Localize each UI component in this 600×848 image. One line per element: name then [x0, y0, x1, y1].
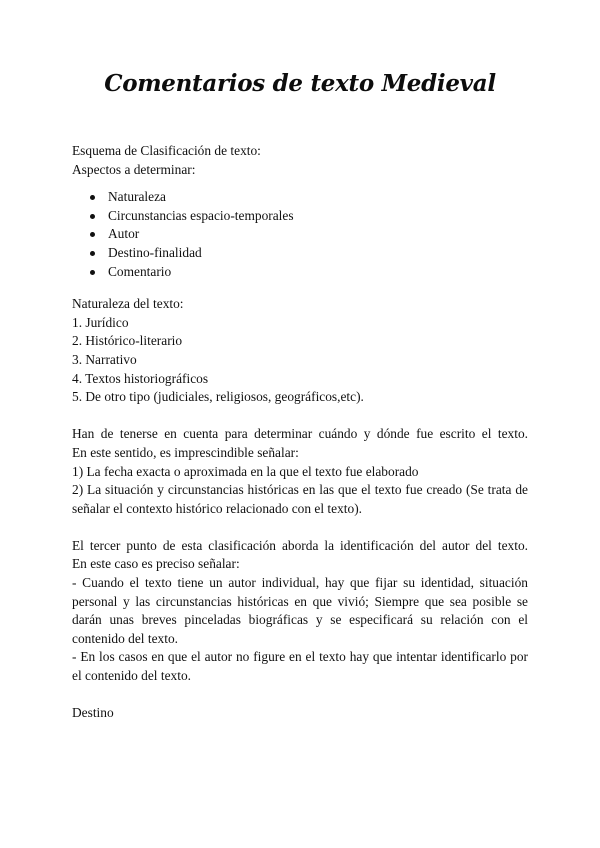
intro-line-1: Esquema de Clasificación de texto: [72, 143, 261, 158]
circunstancias-point-2: 2) La situación y circunstancias históricas en las que el texto fue creado (Se trata de señalar el contexto histórico relacionado con el texto). [72, 482, 528, 516]
circunstancias-lead-2: En este sentido, es imprescindible señalar: [72, 444, 299, 460]
destino-heading: Destino [72, 705, 114, 721]
list-item: Circunstancias espacio-temporales [72, 207, 528, 226]
list-item: Autor [72, 225, 528, 244]
circunstancias-point-1: 1) La fecha exacta o aproximada en la que el texto fue elaborado [72, 463, 419, 479]
list-item: Comentario [72, 263, 528, 282]
circunstancias-lead-1: Han de tenerse en cuenta para determinar cuándo y dónde fue escrito el texto. [72, 426, 528, 442]
naturaleza-heading: Naturaleza del texto: [72, 296, 184, 312]
autor-lead-1: El tercer punto de esta clasificación aborda la identificación del autor del texto. [72, 537, 528, 553]
list-item: 3. Narrativo [72, 351, 137, 367]
list-item: Naturaleza [72, 188, 528, 207]
list-item: 5. De otro tipo (judiciales, religiosos, geográficos,etc). [72, 389, 364, 405]
list-item: 4. Textos historiográficos [72, 370, 209, 386]
document-body [72, 142, 528, 723]
aspects-list [72, 188, 528, 281]
autor-lead-2: En este caso es preciso señalar: [72, 556, 240, 572]
list-item: Destino-finalidad [72, 244, 528, 263]
list-item: 1. Jurídico [72, 314, 129, 330]
autor-point-2: - En los casos en que el autor no figure en el texto hay que intentar identificarlo por el contenido del texto. [72, 649, 528, 684]
intro-line-2: Aspectos a determinar: [72, 161, 196, 177]
document-title: Comentarios de texto Medieval [104, 70, 496, 97]
autor-point-1: - Cuando el texto tiene un autor individual, hay que fijar su identidad, situación personal y las circunstancias históricas en que vivió; Siempre que sea posible se darán unas breves pinceladas biográficas y se especificará su relación con el contenido del texto. [72, 575, 528, 646]
list-item: 2. Histórico-literario [72, 333, 183, 349]
